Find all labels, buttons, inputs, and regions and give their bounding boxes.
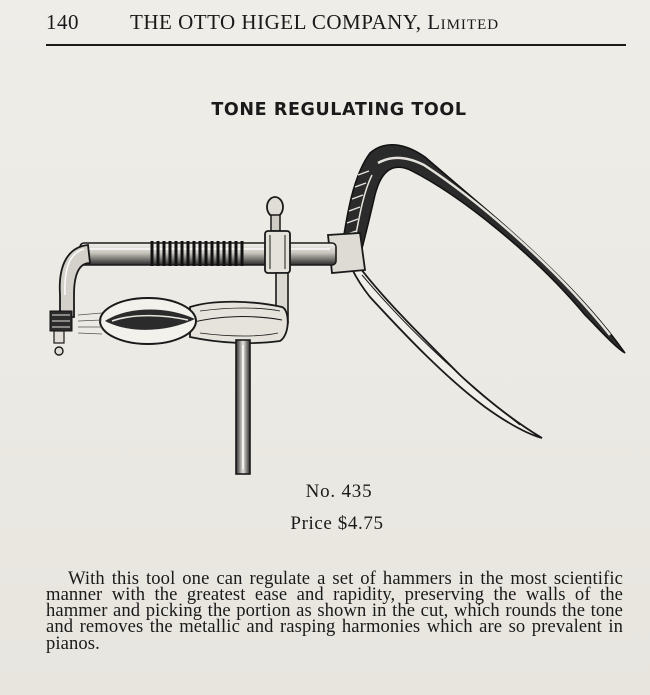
- running-head-main: THE OTTO HIGEL COMPANY, L: [130, 10, 441, 34]
- product-price: Price $4.75: [290, 513, 384, 534]
- running-head: [130, 10, 499, 35]
- product-description: With this tool one can regulate a set of hammers in the most scientific manner with the greatest ease and rapidity, preserving the walls of the hammer and picking the portion as shown in the cut, which rounds the tone and removes the metallic and rasping harmonies which are so prevalent in pianos.: [46, 567, 623, 654]
- handle-inner-blade: [352, 265, 542, 438]
- handle-outer-blade: [340, 145, 625, 353]
- running-head-smallcaps: imited: [440, 10, 500, 34]
- hook-end: [50, 245, 90, 355]
- page-number: 140: [46, 10, 79, 34]
- tool-illustration: [40, 135, 640, 480]
- header-rule: [46, 44, 626, 46]
- catalog-number: No. 435: [305, 481, 373, 502]
- product-title: TONE REGULATING TOOL: [211, 100, 467, 120]
- horizontal-bar: [80, 243, 336, 265]
- hammer-head: [78, 298, 288, 344]
- page-header: [46, 10, 626, 40]
- hammer-shank: [236, 340, 250, 474]
